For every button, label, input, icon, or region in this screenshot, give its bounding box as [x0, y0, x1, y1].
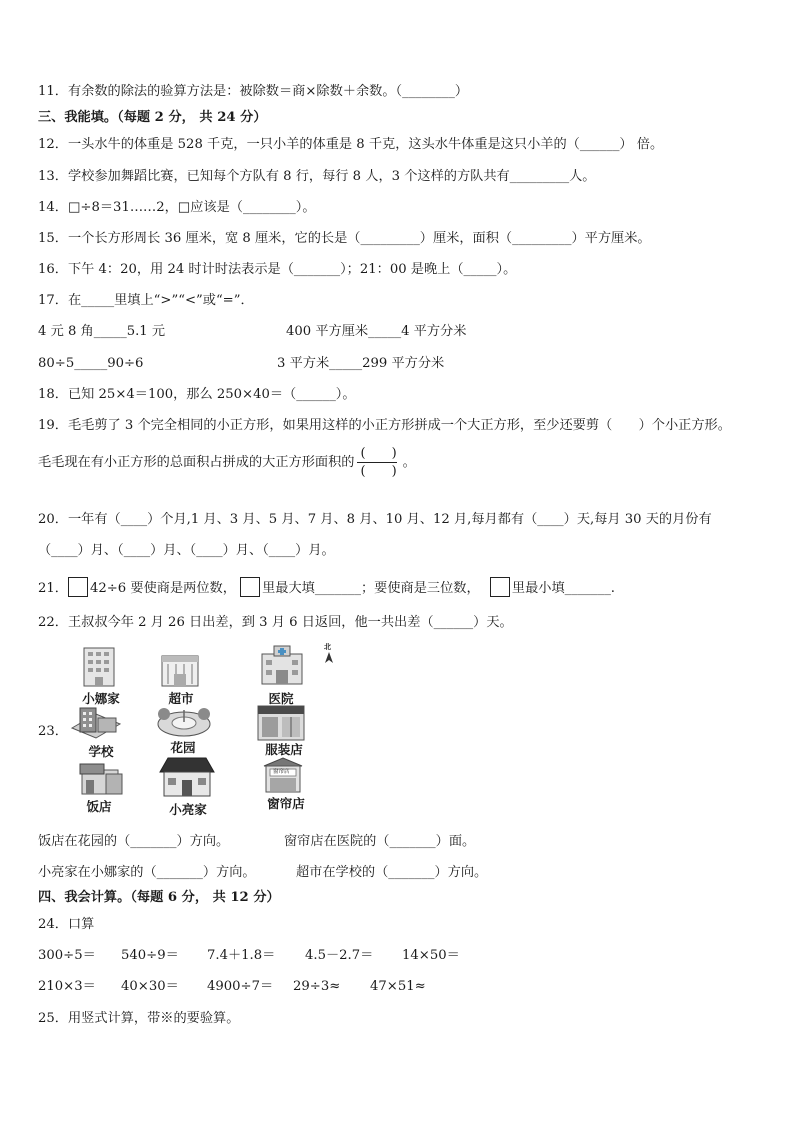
map-label-garden: 花园 [170, 740, 196, 755]
calc-item: 29÷3≈ [293, 979, 341, 994]
curtain-store-icon [262, 756, 304, 798]
question-21 [38, 577, 615, 597]
map-label-xiaona-home: 小娜家 [82, 691, 120, 706]
section-3-heading: 三、我能填。（每题 2 分， 共 24 分） [38, 110, 267, 125]
question-23-d: 超市在学校的（_______）方向。 [296, 865, 488, 880]
xiaoliang-home-icon [158, 756, 216, 802]
question-17-item-c: 80÷5_____90÷6 [38, 356, 144, 371]
question-24: 24．口算 [38, 917, 95, 932]
map-label-school: 学校 [88, 744, 114, 759]
question-16: 16．下午 4：20，用 24 时计时法表示是（_______）；21：00 是晚上（_____）。 [38, 262, 517, 277]
hospital-icon [260, 644, 304, 690]
fraction-denominator: ( ) [360, 464, 397, 479]
blank-box [68, 577, 88, 597]
restaurant-icon [76, 760, 126, 800]
garden-icon [156, 704, 212, 742]
map-label-clothing-store: 服装店 [265, 742, 303, 757]
direction-map [60, 640, 340, 820]
blank-box [240, 577, 260, 597]
calc-item: 4900÷7＝ [207, 979, 274, 994]
question-21-number: 21． [38, 581, 68, 596]
question-17-item-b: 400 平方厘米_____4 平方分米 [286, 324, 467, 339]
question-11: 11．有余数的除法的验算方法是：被除数＝商×除数＋余数。（________） [38, 84, 469, 99]
north-arrow-icon [324, 642, 334, 666]
question-13: 13．学校参加舞蹈比赛，已知每个方队有 8 行，每行 8 人，3 个这样的方队共有_________人。 [38, 169, 596, 184]
calc-item: 7.4＋1.8＝ [207, 948, 276, 963]
calc-item: 300÷5＝ [38, 948, 96, 963]
question-21-part1: 42÷6 要使商是两位数， [89, 581, 236, 596]
question-17: 17．在_____里填上“>”“<”或“=”． [38, 293, 254, 308]
xiaona-home-icon [80, 646, 118, 692]
map-label-restaurant: 饭店 [86, 799, 112, 814]
question-15: 15．一个长方形周长 36 厘米，宽 8 厘米，它的长是（_________）厘米，面积（_________）平方厘米。 [38, 231, 651, 246]
calc-item: 47×51≈ [370, 979, 426, 994]
question-17-item-a: 4 元 8 角_____5.1 元 [38, 324, 166, 339]
map-label-supermarket: 超市 [168, 691, 194, 706]
question-21-part3: 里最小填_______. [511, 581, 615, 596]
answer-fraction [357, 446, 401, 479]
blank-box [490, 577, 510, 597]
question-25: 25．用竖式计算，带※的要验算。 [38, 1011, 240, 1026]
question-19-line1: 19．毛毛剪了 3 个完全相同的小正方形，如果用这样的小正方形拼成一个大正方形，至少还要剪（ ）个小正方形。 [38, 418, 731, 433]
question-23-number: 23． [38, 724, 68, 739]
calc-item: 40×30＝ [121, 979, 179, 994]
calc-item: 540÷9＝ [121, 948, 179, 963]
north-label: 北 [324, 642, 331, 651]
question-19-line2 [38, 446, 416, 479]
calc-item: 210×3＝ [38, 979, 96, 994]
question-19-end: 。 [402, 455, 416, 470]
question-23-b: 窗帘店在医院的（_______）面。 [284, 834, 476, 849]
question-12: 12．一头水牛的体重是 528 千克，一只小羊的体重是 8 千克，这头水牛体重是这只小羊的（______） 倍。 [38, 137, 664, 152]
fraction-bar [357, 462, 397, 463]
map-label-hospital: 医院 [268, 691, 294, 706]
curtain-store-sign: 窗帘店 [273, 769, 290, 775]
school-icon [68, 704, 124, 746]
calc-item: 4.5－2.7＝ [305, 948, 374, 963]
question-20-line2: （____）月、（____）月、（____）月、（____）月。 [38, 543, 335, 558]
question-19-text: 毛毛现在有小正方形的总面积占拼成的大正方形面积的 [38, 455, 355, 470]
question-20-line1: 20．一年有（____）个月,1 月、3 月、5 月、7 月、8 月、10 月、12 月,每月都有（____）天,每月 30 天的月份有 [38, 512, 712, 527]
section-4-heading: 四、我会计算。（每题 6 分， 共 12 分） [38, 890, 280, 905]
fraction-numerator: ( ) [360, 446, 397, 461]
supermarket-icon [160, 652, 200, 692]
question-22: 22．王叔叔今年 2 月 26 日出差，到 3 月 6 日返回，他一共出差（______）天。 [38, 615, 513, 630]
question-18: 18．已知 25×4＝100，那么 250×40＝（______）。 [38, 387, 356, 402]
calc-item: 14×50＝ [402, 948, 460, 963]
question-14: 14．□÷8＝31……2，□应该是（________）。 [38, 200, 316, 215]
map-label-xiaoliang-home: 小亮家 [169, 802, 207, 817]
question-23-c: 小亮家在小娜家的（_______）方向。 [38, 865, 256, 880]
map-label-curtain-store: 窗帘店 [267, 796, 305, 811]
question-21-part2: 里最大填_______；要使商是三位数， [262, 581, 480, 596]
question-23-a: 饭店在花园的（_______）方向。 [38, 834, 230, 849]
question-17-item-d: 3 平方米_____299 平方分米 [277, 356, 445, 371]
